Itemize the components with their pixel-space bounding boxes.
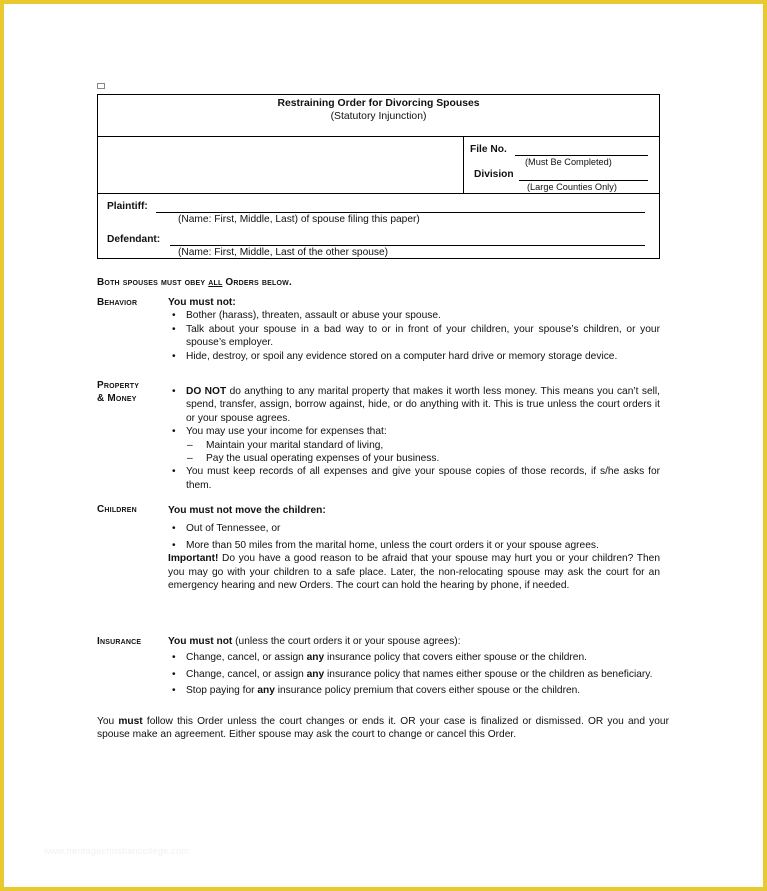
property-sublist xyxy=(168,439,660,466)
division-field[interactable] xyxy=(519,168,648,181)
list-item-text: insurance policy that covers either spouse or the children. xyxy=(324,652,587,664)
file-no-field[interactable] xyxy=(515,143,648,156)
property-label xyxy=(97,379,139,406)
insurance-heading-rest: (unless the court orders it or your spouse agrees): xyxy=(232,636,461,647)
children-list xyxy=(168,522,660,552)
important-note xyxy=(168,552,660,592)
list-item-text: insurance policy that names either spouse or the children as beneficiary. xyxy=(324,668,653,680)
defendant-note: (Name: First, Middle, Last of the other spouse) xyxy=(178,247,389,258)
document-title: Restraining Order for Divorcing Spouses xyxy=(277,98,480,109)
any-emph: any xyxy=(306,668,325,680)
defendant-label: Defendant: xyxy=(107,234,161,245)
closing-paragraph xyxy=(97,715,669,742)
file-no-label: File No. xyxy=(470,144,507,155)
important-label: Important! xyxy=(168,553,219,565)
list-item: • You must keep records of all expenses and give your spouse copies of those records, if s/he asks for them. xyxy=(168,465,660,492)
division-label: Division xyxy=(474,169,514,180)
intro-text-emph: all xyxy=(208,277,223,288)
property-list-2 xyxy=(168,465,660,492)
behavior-label: Behavior xyxy=(97,297,138,308)
closing-emph: must xyxy=(118,716,143,727)
list-item-text: insurance policy premium that covers either spouse or the children. xyxy=(274,685,581,697)
document-subtitle: (Statutory Injunction) xyxy=(330,111,427,122)
parties-cell xyxy=(98,194,660,259)
blank-court-cell xyxy=(98,137,464,194)
closing-text-pre: You xyxy=(97,716,119,727)
behavior-list xyxy=(168,309,660,363)
list-item-text: Stop paying for xyxy=(186,685,258,697)
do-not-emph: DO NOT xyxy=(186,386,227,397)
list-item: • Bother (harass), threaten, assault or abuse your spouse. xyxy=(168,309,660,322)
file-info-cell xyxy=(464,137,660,194)
plaintiff-note: (Name: First, Middle, Last) of spouse filing this paper) xyxy=(178,214,420,225)
insurance-label: Insurance xyxy=(97,636,142,647)
insurance-list xyxy=(168,651,660,697)
checkbox-mark-icon xyxy=(97,83,105,89)
plaintiff-label: Plaintiff: xyxy=(107,201,148,212)
plaintiff-field[interactable] xyxy=(156,200,645,213)
insurance-heading xyxy=(168,635,660,648)
property-label-line1: Property xyxy=(97,380,140,391)
document-page xyxy=(4,4,763,887)
sub-list-item: – Maintain your marital standard of living, xyxy=(168,439,660,452)
defendant-field[interactable] xyxy=(170,233,645,246)
header-table xyxy=(97,94,660,259)
list-item: • Out of Tennessee, or xyxy=(168,522,660,535)
any-emph: any xyxy=(257,685,275,697)
list-item: • Talk about your spouse in a bad way to or in front of your children, your spouse’s children, or your spouse’s employer. xyxy=(168,323,660,350)
title-cell xyxy=(98,95,660,137)
closing-text-post: follow this Order unless the court changes or ends it. OR your case is finalized or dismissed. OR you and your spouse make an agreement. Either spouse may ask the court to change or cancel this Order. xyxy=(97,716,669,741)
intro-text-pre: Both spouses must obey xyxy=(97,277,209,288)
intro-line xyxy=(97,276,662,289)
children-label: Children xyxy=(97,504,137,515)
file-no-note: (Must Be Completed) xyxy=(525,157,612,167)
any-emph: any xyxy=(306,652,325,664)
list-item xyxy=(168,651,660,664)
behavior-heading: You must not: xyxy=(168,297,236,308)
intro-text-post: Orders below. xyxy=(222,277,292,288)
property-label-line2: & Money xyxy=(97,393,137,405)
list-item-text: Change, cancel, or assign xyxy=(186,652,307,664)
children-heading: You must not move the children: xyxy=(168,505,326,516)
list-item: • More than 50 miles from the marital home, unless the court orders it or your spouse agrees. xyxy=(168,539,660,552)
list-item xyxy=(168,385,660,425)
list-item xyxy=(168,684,660,697)
sub-list-item: – Pay the usual operating expenses of your business. xyxy=(168,452,660,465)
property-list xyxy=(168,385,660,439)
division-note: (Large Counties Only) xyxy=(527,182,617,192)
watermark: www.heritagechristiancollege.com xyxy=(44,846,190,856)
list-item: • Hide, destroy, or spoil any evidence stored on a computer hard drive or memory storage device. xyxy=(168,350,660,363)
list-item-text: Change, cancel, or assign xyxy=(186,668,307,680)
list-item: • You may use your income for expenses that: xyxy=(168,425,660,438)
list-item-text: do anything to any marital property that makes it worth less money. This means you can’t sell, spend, transfer, assign, borrow against, hide, or do anything with it. This is true unless the court orders it or your spouse agrees. xyxy=(186,386,660,424)
list-item xyxy=(168,668,660,681)
insurance-heading-emph: You must not xyxy=(168,636,233,647)
important-text: Do you have a good reason to be afraid that your spouse may hurt you or your children? Then you may go with your children to a safe place. Later, the non-relocating spouse may ask the court for an emergency hearing and new Orders. The court can hold the hearing by phone, if needed. xyxy=(168,553,660,592)
